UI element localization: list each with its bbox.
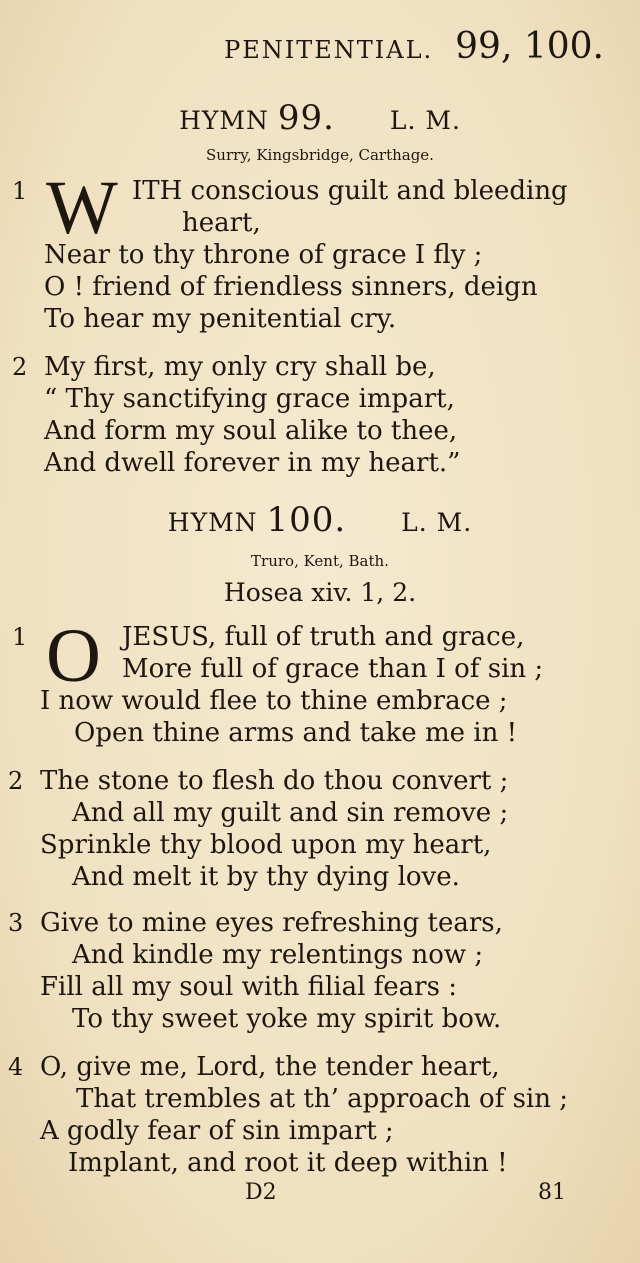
page-number: 81 [538,1180,566,1205]
verse-line: ITH conscious guilt and bleeding [132,176,568,206]
hymn-label: HYMN [167,508,258,537]
verse-line: And form my soul alike to thee, [44,416,458,446]
running-head-hymn-numbers: 99, 100. [455,26,604,67]
verse-line: JESUS, full of truth and grace, [122,622,525,652]
hymn-number: 99. [277,98,335,138]
hymn-99-tunes: Surry, Kingsbridge, Carthage. [206,146,434,164]
verse-line: More full of grace than I of sin ; [122,654,544,684]
hymn-100-tunes: Truro, Kent, Bath. [251,552,389,570]
hymn-label: HYMN [179,106,269,135]
hymn-meter: L. M. [389,106,461,135]
verse-line: To thy sweet yoke my spirit bow. [72,1004,502,1034]
verse-line: Open thine arms and take me in ! [74,718,518,748]
verse-line: heart, [182,208,261,238]
hymn-meter: L. M. [401,508,473,537]
scripture-reference: Hosea xiv. 1, 2. [223,578,417,607]
verse-number: 1 [12,623,28,651]
verse-line: O, give me, Lord, the tender heart, [40,1052,500,1082]
verse-line: Sprinkle thy blood upon my heart, [40,830,492,860]
verse-line: Fill all my soul with filial fears : [40,972,457,1002]
hymn-99-heading [0,98,640,138]
verse-line: And melt it by thy dying love. [72,862,460,892]
verse-line: The stone to flesh do thou convert ; [40,766,509,796]
signature-mark: D2 [245,1180,277,1205]
verse-number: 4 [8,1053,24,1081]
verse-line: Give to mine eyes refreshing tears, [40,908,503,938]
drop-cap-letter: W [46,166,118,250]
running-head [224,26,604,67]
drop-cap-letter: O [46,614,101,698]
verse-line: And kindle my relentings now ; [72,940,484,970]
verse-line: And dwell forever in my heart.” [44,448,461,478]
verse-line: Near to thy throne of grace I fly ; [44,240,483,270]
verse-line: O ! friend of friendless sinners, deign [44,272,538,302]
running-head-section: PENITENTIAL. [224,36,434,64]
verse-line: “ Thy sanctifying grace impart, [44,384,455,414]
verse-line: Implant, and root it deep within ! [68,1148,508,1178]
verse-line: To hear my penitential cry. [44,304,397,334]
verse-line: My first, my only cry shall be, [44,352,436,382]
verse-line: A godly fear of sin impart ; [40,1116,394,1146]
verse-number: 1 [12,177,28,205]
hymn-100-heading [0,500,640,540]
verse-number: 2 [8,767,24,795]
verse-line: And all my guilt and sin remove ; [72,798,509,828]
verse-line: I now would flee to thine embrace ; [40,686,508,716]
verse-number: 3 [8,909,24,937]
hymn-number: 100. [266,500,347,540]
verse-line: That trembles at th’ approach of sin ; [76,1084,569,1114]
verse-number: 2 [12,353,28,381]
